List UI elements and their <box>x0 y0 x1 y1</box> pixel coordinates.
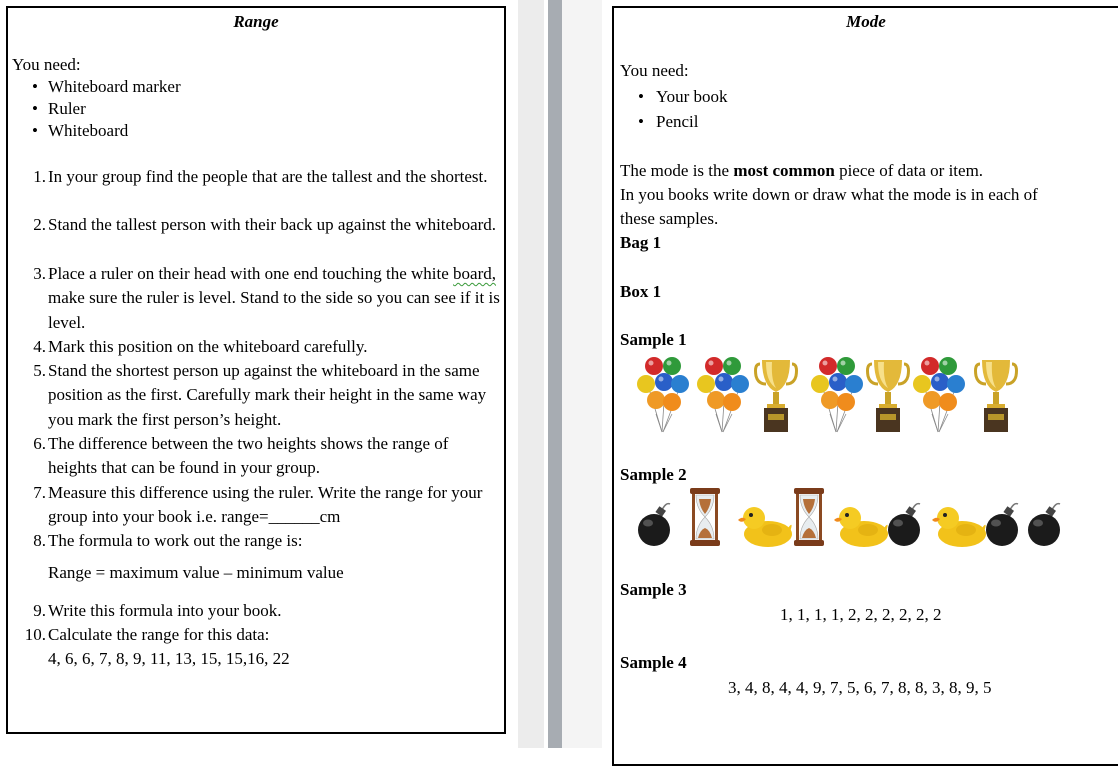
range-item-marker: Whiteboard marker <box>48 77 181 96</box>
mode-title: Mode <box>846 12 886 31</box>
bullet-icon: • <box>638 112 644 131</box>
range-title: Range <box>233 12 279 31</box>
sample-4-label: Sample 4 <box>620 653 687 672</box>
sample-2-images <box>636 486 1076 556</box>
sample-3-label: Sample 3 <box>620 580 687 599</box>
mode-instruction-2: these samples. <box>620 209 719 228</box>
mode-item-pencil: Pencil <box>656 112 699 131</box>
vertical-scrollbar[interactable] <box>548 0 562 748</box>
bullet-icon: • <box>32 99 38 118</box>
sample-2-label: Sample 2 <box>620 465 687 484</box>
bullet-icon: • <box>32 77 38 96</box>
range-panel: Range You need: • Whiteboard marker • Ruler • Whiteboard 1. In your group find the people that are the tallest and the shortest. 2. Stand the tallest person with their back up against the whiteboard. 3. Place a ruler on their head with one end touching the white board, make sure the ruler is level. Stand to the side so you can see if it is level. 4. Mark this position on the whiteboard carefully. 5. Stand the shortest person up against the whiteboard in the same position as the first. Carefully mark their height in the same way you mark the first person’s height. 6. The difference between the two heights shows the range of heights that can be found in your group. 7. Measure this difference using the ruler. Write the range for your group into your book i.e. range=______cm 8. The formula to work out the range is: Range = maximum value – minimum value 9. Write this formula into your book. 10. Calculate the range for this data: 4, 6, 6, 7, 8, 9, 11, 13, 15, 15,16, 22 <box>6 6 506 734</box>
sample-1-label: Sample 1 <box>620 330 687 349</box>
sample-4-data: 3, 4, 8, 4, 4, 9, 7, 5, 6, 7, 8, 8, 3, 8, 9, 5 <box>728 678 992 697</box>
range-formula: Range = maximum value – minimum value <box>48 563 344 582</box>
range-item-ruler: Ruler <box>48 99 86 118</box>
bullet-icon: • <box>638 87 644 106</box>
bullet-icon: • <box>32 121 38 140</box>
mode-instruction-1: In you books write down or draw what the mode is in each of <box>620 185 1038 204</box>
sample-3-data: 1, 1, 1, 1, 2, 2, 2, 2, 2, 2 <box>780 605 942 624</box>
mode-intro: The mode is the most common piece of data or item. <box>620 161 984 180</box>
page-gap-right <box>562 0 602 748</box>
mode-you-need: You need: <box>620 61 689 80</box>
range-item-whiteboard: Whiteboard <box>48 121 129 140</box>
box-1-label: Box 1 <box>620 282 662 301</box>
bag-1-label: Bag 1 <box>620 233 662 252</box>
mode-item-book: Your book <box>656 87 728 106</box>
range-data: 4, 6, 6, 7, 8, 9, 11, 13, 15, 15,16, 22 <box>48 649 290 668</box>
range-you-need: You need: <box>12 55 81 74</box>
spellcheck-squiggle: board, <box>453 264 497 283</box>
page-gap-left <box>518 0 544 748</box>
mode-panel <box>612 6 1118 766</box>
sample-1-images <box>636 352 1076 432</box>
